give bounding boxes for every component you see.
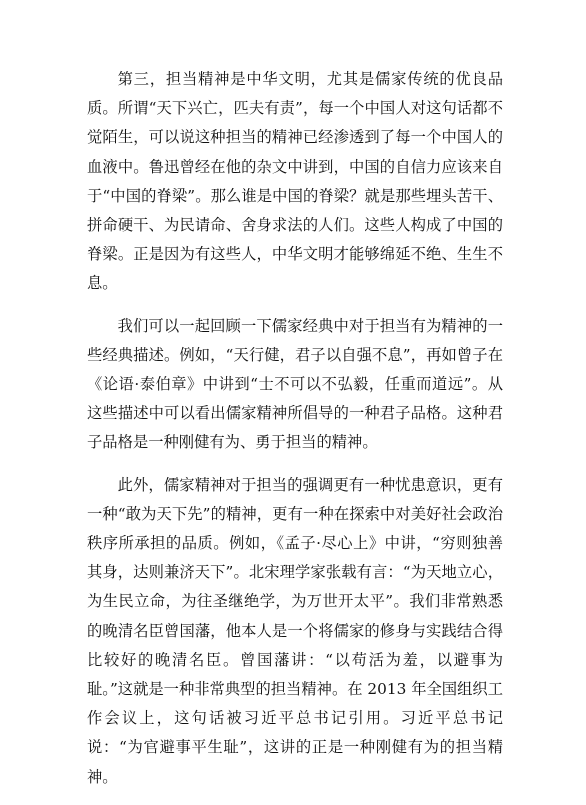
document-body (87, 65, 503, 805)
paragraph-3: 此外，儒家精神对于担当的强调更有一种忧患意识，更有一种“敢为天下先”的精神，更有一种在探索中对美好社会政治秩序所承担的品质。例如，《孟子·尽心上》中讲，“穷则独善其身，达则兼济天下”。北宋理学家张载有言：“为天地立心，为生民立命，为往圣继绝学，为万世开太平”。我们非常熟悉的晚清名臣曾国藩，他本人是一个将儒家的修身与实践结合得比较好的晚清名臣。曾国藩讲：“以苟活为羞，以避事为耻。”这就是一种非常典型的担当精神。在 2013 年全国组织工作会议上，这句话被习近平总书记引用。习近平总书记说：“为官避事平生耻”，这讲的正是一种刚健有为的担当精神。 (87, 475, 503, 786)
paragraph-1: 第三，担当精神是中华文明，尤其是儒家传统的优良品质。所谓“天下兴亡，匹夫有责”，每一个中国人对这句话都不觉陌生，可以说这种担当的精神已经渗透到了每一个中国人的血液中。鲁迅曾经在他的杂文中讲到，中国的自信力应该来自于“中国的脊梁”。那么谁是中国的脊梁？就是那些埋头苦干、拼命硬干、为民请命、舍身求法的人们。这些人构成了中国的脊梁。正是因为有这些人，中华文明才能够绵延不绝、生生不息。 (87, 70, 503, 293)
paragraph-2: 我们可以一起回顾一下儒家经典中对于担当有为精神的一些经典描述。例如，“天行健，君子以自强不息”，再如曾子在《论语·泰伯章》中讲到“士不可以不弘毅，任重而道远”。从这些描述中可以看出儒家精神所倡导的一种君子品格。这种君子品格是一种刚健有为、勇于担当的精神。 (87, 316, 503, 452)
